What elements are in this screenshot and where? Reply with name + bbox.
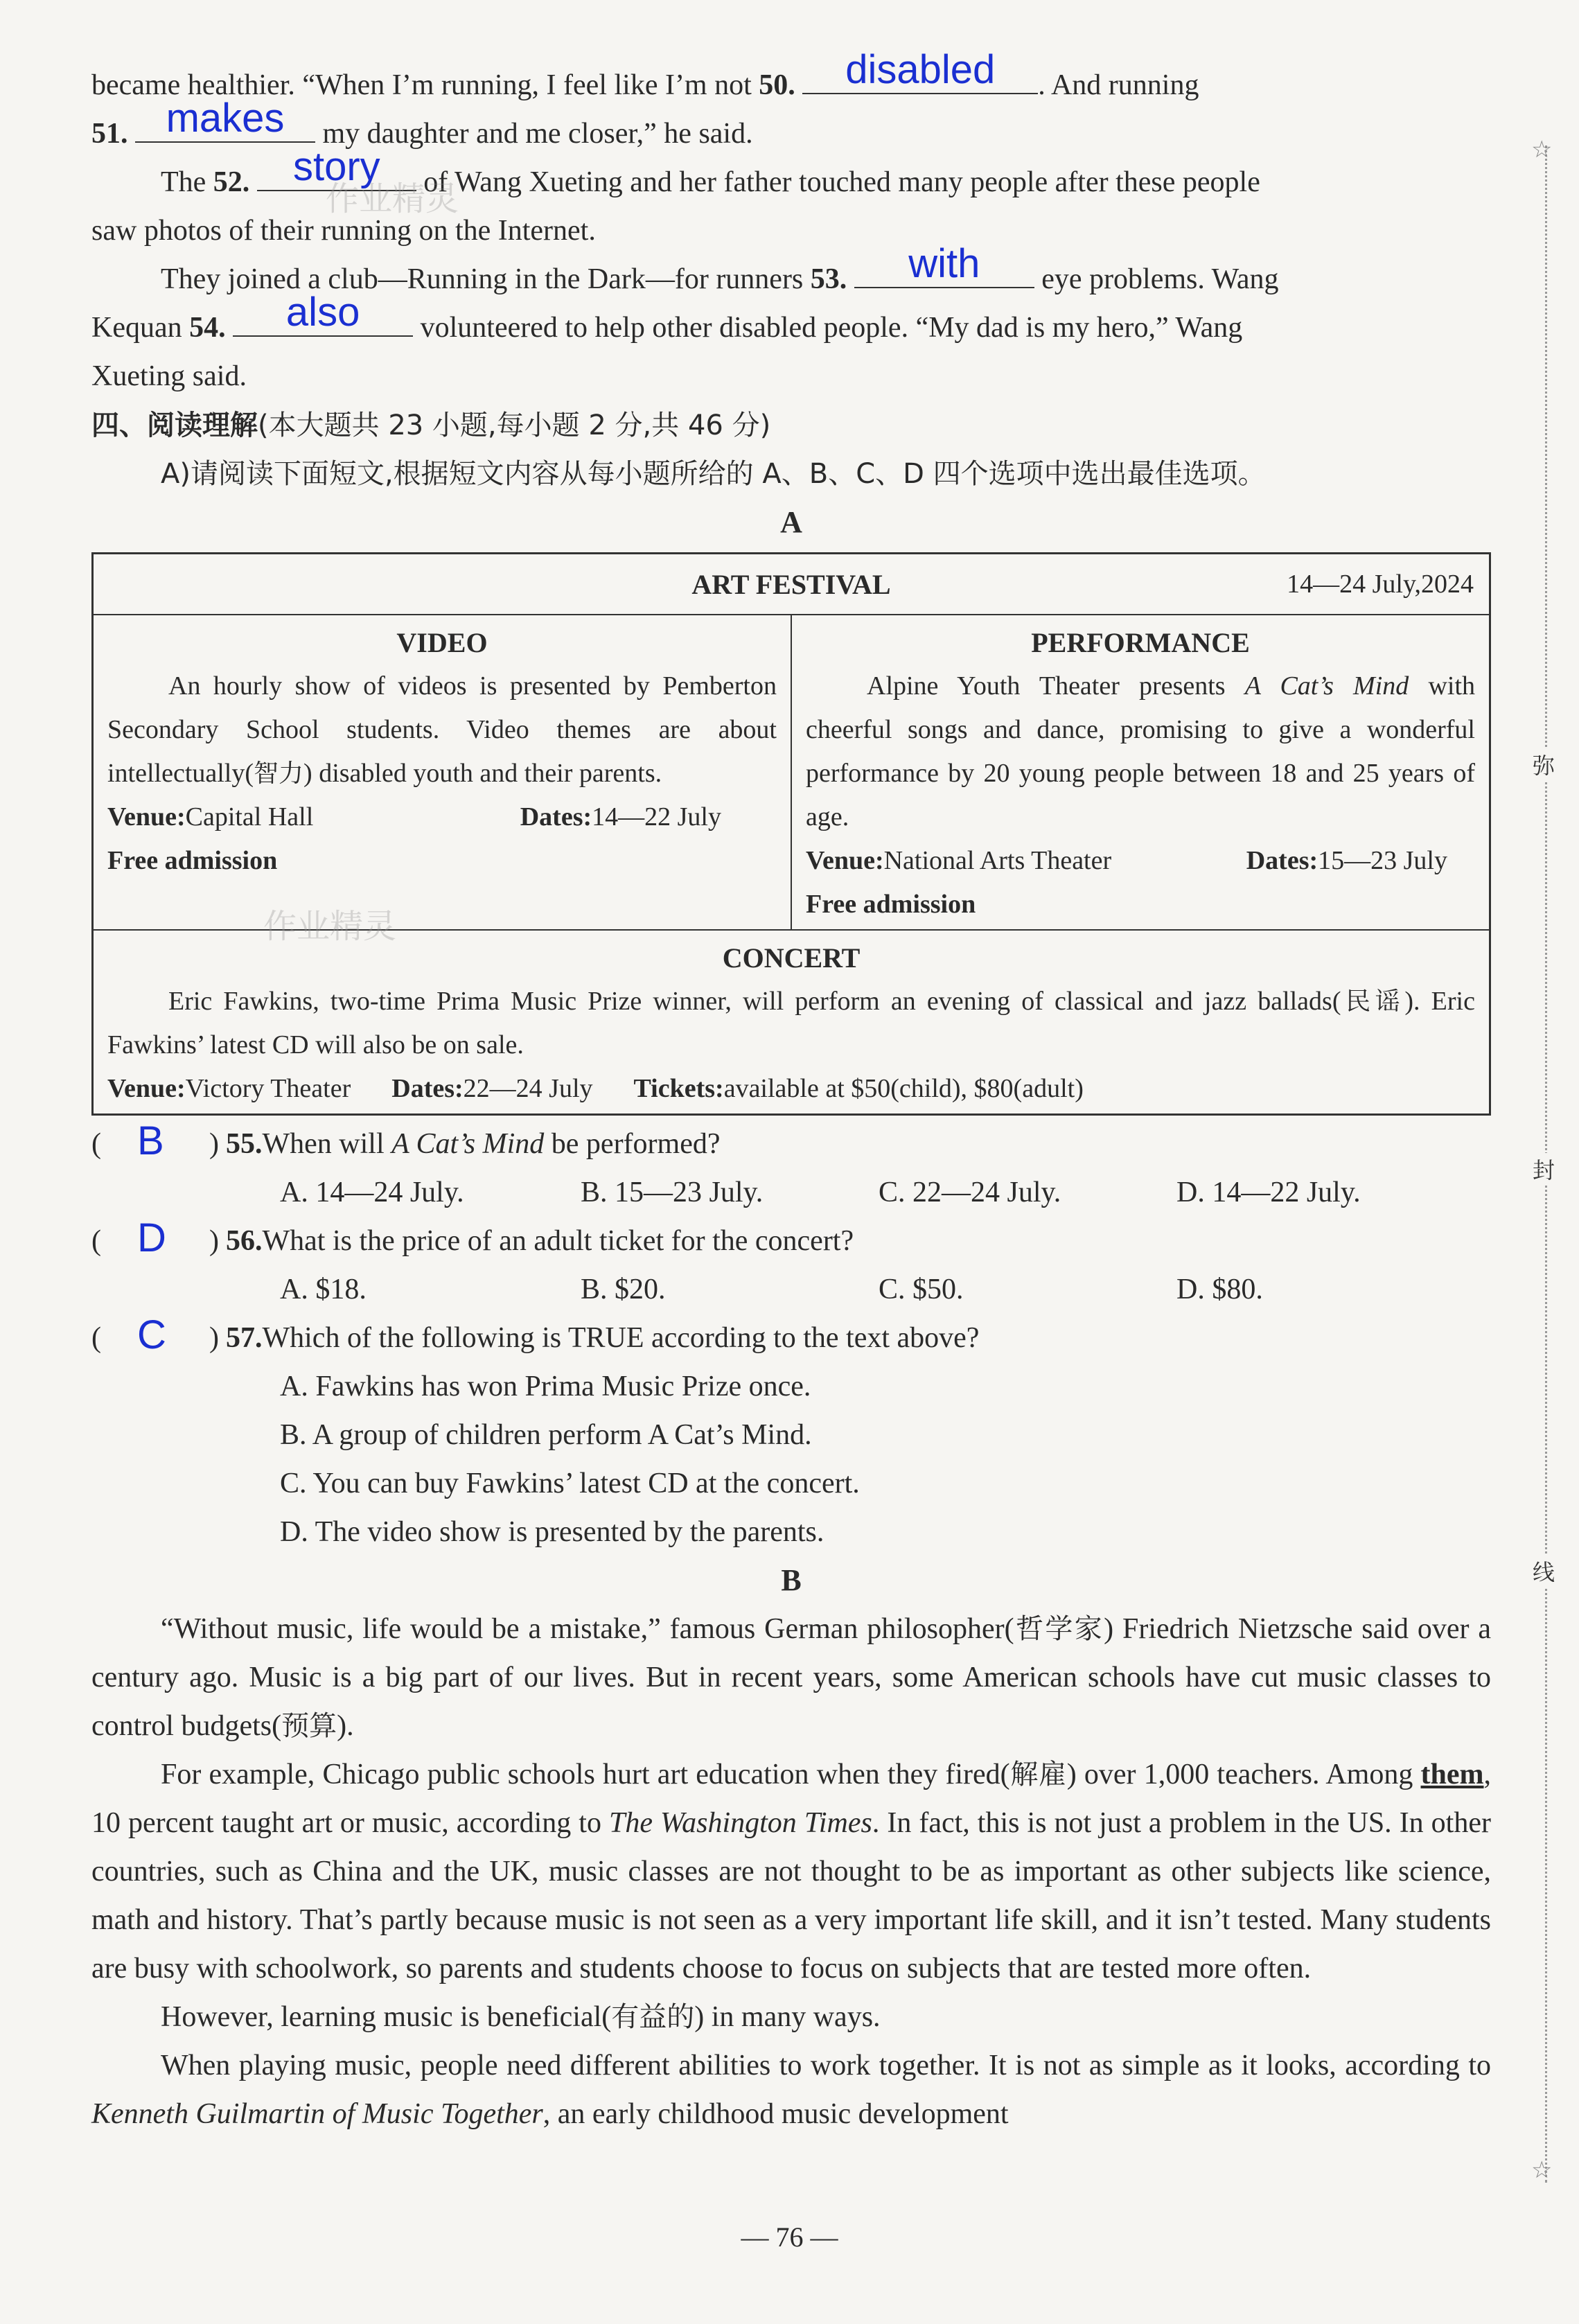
instruction-text: A)请阅读下面短文,根据短文内容从每小题所给的 A、B、C、D 四个选项中选出最佳选项。 (161, 458, 1266, 490)
blank-53[interactable] (854, 241, 1034, 288)
paragraph-cn: 哲学家 (1014, 1613, 1104, 1645)
passage-b-paragraph-3 (91, 1993, 1491, 2041)
blank-51[interactable] (135, 96, 315, 143)
performance-text: with cheerful songs and dance, promising to give a wonderful performance by 20 young people between 18 and 25 years of age. (806, 671, 1476, 831)
options-56 (91, 1265, 1491, 1314)
blank-number-54: 54. (189, 312, 226, 344)
show-title: A Cat’s Mind (1244, 671, 1409, 701)
blank-number-52: 52. (213, 166, 250, 198)
paragraph-text: For example, Chicago public schools hurt art education when they fired( (161, 1759, 1010, 1790)
option-d[interactable]: D. 14—22 July. (1176, 1177, 1361, 1208)
paragraph-text: However, learning music is beneficial( (161, 2001, 612, 2033)
video-text-cn: 智力 (254, 759, 304, 788)
option-c[interactable]: C. You can buy Fawkins’ latest CD at the concert. (280, 1468, 860, 1499)
passage-b-paragraph-2 (91, 1750, 1491, 1993)
cloze-text: saw photos of their running on the Internet. (91, 215, 596, 247)
performance-text: Alpine Youth Theater presents (867, 671, 1245, 701)
question-number: 57. (226, 1322, 263, 1354)
dates-label: Dates: (391, 1074, 464, 1103)
option-a[interactable]: A. Fawkins has won Prima Music Prize once. (280, 1371, 811, 1402)
star-icon: ☆ (1531, 137, 1553, 163)
margin-char: 封 (1533, 1153, 1555, 1185)
concert-title: CONCERT (722, 942, 861, 974)
festival-title: ART FESTIVAL (691, 569, 891, 600)
festival-dates: 14—24 July,2024 (1287, 570, 1474, 599)
cloze-text: of Wang Xueting and her father touched many people after these people (416, 166, 1260, 198)
video-venue-line (107, 795, 777, 839)
cloze-line-3 (91, 144, 1491, 206)
underlined-word: them (1420, 1759, 1484, 1790)
option-d[interactable]: D. The video show is presented by the parents. (280, 1516, 824, 1548)
festival-header (94, 554, 1489, 615)
concert-venue: Victory Theater (185, 1074, 351, 1103)
question-italic: A Cat’s Mind (391, 1128, 545, 1160)
option-c[interactable]: C. $50. (879, 1274, 964, 1305)
festival-table (91, 552, 1491, 1116)
concert-tickets: available at $50(child), $80(adult) (723, 1074, 1084, 1103)
concert-dates: 22—24 July (463, 1074, 593, 1103)
cloze-text: They joined a club—Running in the Dark—for runners (161, 263, 811, 295)
blank-54[interactable] (233, 290, 413, 337)
passage-b-paragraph-4 (91, 2041, 1491, 2138)
performance-venue: National Arts Theater (883, 846, 1112, 875)
option-d[interactable]: D. $80. (1176, 1274, 1263, 1305)
blank-50[interactable] (802, 47, 1038, 94)
option-a[interactable]: A. $18. (280, 1274, 367, 1305)
video-title: VIDEO (396, 627, 488, 658)
option-c[interactable]: C. 22—24 July. (879, 1177, 1061, 1208)
watermark: 作业精灵 (326, 179, 459, 218)
question-text: What is the price of an adult ticket for the concert? (262, 1225, 854, 1257)
question-number: 55. (226, 1128, 263, 1160)
paragraph-text: ) over 1,000 teachers. Among (1066, 1759, 1421, 1790)
concert-cell (94, 931, 1489, 1113)
paragraph-text: , an early childhood music development (542, 2098, 1009, 2130)
star-icon: ☆ (1531, 2158, 1553, 2183)
cloze-line-6 (91, 290, 1491, 352)
paragraph-text: , 10 percent taught art or music, according to (91, 1759, 1492, 1839)
answer-52: story (292, 144, 380, 189)
cloze-line-4 (91, 206, 1491, 255)
dates-label: Dates: (520, 802, 592, 831)
paragraph-cn: 有益的 (611, 2001, 695, 2033)
blank-number-51: 51. (91, 118, 128, 150)
video-text: An hourly show of videos is presented by Pemberton Secondary School students. Video themes are about intellectually( (107, 671, 777, 788)
blank-number-53: 53. (810, 263, 847, 295)
answer-55[interactable]: B (137, 1118, 164, 1163)
answer-57[interactable]: C (137, 1312, 166, 1357)
questions (91, 1120, 1491, 1556)
paragraph-cn: 解雇 (1009, 1759, 1067, 1790)
video-cell (94, 615, 791, 929)
source-title: The Washington Times (608, 1807, 872, 1839)
option-b[interactable]: B. 15—23 July. (581, 1177, 764, 1208)
option-b[interactable]: B. A group of children perform A Cat’s Mind. (280, 1419, 812, 1451)
page-content (91, 47, 1492, 2138)
question-text: Which of the following is TRUE according to the text above? (262, 1322, 980, 1354)
cloze-text: . And running (1038, 69, 1199, 101)
answer-50: disabled (845, 47, 996, 92)
answer-53: with (908, 241, 980, 286)
section-note: (本大题共 23 小题,每小题 2 分,共 46 分) (258, 410, 771, 441)
margin-char: 线 (1533, 1555, 1555, 1587)
cloze-text: eye problems. Wang (1034, 263, 1279, 295)
options-55 (91, 1168, 1491, 1217)
section-heading (91, 400, 1491, 450)
cloze-line-7 (91, 352, 1491, 400)
performance-cell (791, 615, 1489, 929)
video-description (107, 664, 777, 795)
answer-56[interactable]: D (137, 1215, 166, 1260)
source-title: Kenneth Guilmartin of Music Together (91, 2098, 543, 2130)
venue-label: Venue: (806, 846, 884, 875)
paragraph-text: ). (337, 1710, 354, 1742)
paragraph-text: When playing music, people need different abilities to work together. It is not as simple as it looks, according to (161, 2050, 1491, 2081)
paragraph-text: . In fact, this is not just a problem in the US. In other countries, such as China and the UK, music classes are not thought to be as important as other subjects like science, math and history. That’s partly because music is not seen as a very important life skill, and it isn’t tested. Many students are busy with schoolwork, so parents and students choose to focus on subjects that are tested more often. (91, 1807, 1491, 1984)
instruction (91, 450, 1491, 498)
cloze-text: my daughter and me closer,” he said. (315, 118, 753, 150)
concert-text: ). Eric Fawkins’ latest CD will also be on sale. (107, 987, 1475, 1059)
video-venue: Capital Hall (185, 802, 314, 831)
concert-info-line (107, 1067, 1475, 1111)
paragraph-text: ) in many ways. (694, 2001, 881, 2033)
section-title: 四、阅读理解 (91, 410, 258, 441)
cloze-text: The (161, 166, 213, 198)
margin-char: 弥 (1533, 748, 1555, 780)
paragraph-cn: 预算 (281, 1710, 337, 1742)
question-text: When will (262, 1128, 392, 1160)
concert-text: Eric Fawkins, two-time Prima Music Prize winner, will perform an evening of classical and jazz ballads( (168, 987, 1341, 1016)
passage-b-label: B (781, 1563, 802, 1597)
cloze-text: Xueting said. (91, 360, 247, 392)
performance-description (806, 664, 1475, 839)
answer-51: makes (166, 96, 285, 141)
concert-description (107, 980, 1475, 1067)
question-55: ( B ) 55.When will A Cat’s Mind be performed? (91, 1120, 1491, 1168)
paragraph-text: ) Friedrich Nietzsche said over a century ago. Music is a big part of our lives. But in recent years, some American schools have cut music classes to control budgets( (91, 1613, 1491, 1742)
video-admission: Free admission (107, 846, 278, 875)
watermark: 作业精灵 (263, 907, 397, 946)
performance-title: PERFORMANCE (1031, 627, 1250, 658)
video-dates: 14—22 July (592, 802, 721, 831)
question-56: ( D ) 56.What is the price of an adult ticket for the concert? (91, 1217, 1491, 1265)
festival-row-1 (94, 615, 1489, 931)
tickets-label: Tickets: (633, 1074, 724, 1103)
option-a[interactable]: A. 14—24 July. (280, 1177, 464, 1208)
performance-venue-line (806, 839, 1475, 883)
cloze-text: volunteered to help other disabled people. “My dad is my hero,” Wang (413, 312, 1243, 344)
passage-a-label: A (780, 505, 802, 539)
dates-label: Dates: (1246, 846, 1318, 875)
cloze-text: Kequan (91, 312, 190, 344)
question-text: be performed? (544, 1128, 721, 1160)
performance-admission: Free admission (806, 890, 976, 919)
venue-label: Venue: (107, 1074, 186, 1103)
performance-dates: 15—23 July (1318, 846, 1447, 875)
paragraph-text: “Without music, life would be a mistake,” famous German philosopher( (161, 1613, 1014, 1645)
option-b[interactable]: B. $20. (581, 1274, 666, 1305)
video-text: ) disabled youth and their parents. (303, 759, 662, 788)
question-number: 56. (226, 1225, 263, 1257)
venue-label: Venue: (107, 802, 186, 831)
question-57: ( C ) 57.Which of the following is TRUE according to the text above? (91, 1314, 1491, 1362)
page-number: — 76 — (741, 2221, 838, 2253)
cloze-text: became healthier. “When I’m running, I feel like I’m not (91, 69, 759, 101)
concert-text-cn: 民谣 (1341, 987, 1405, 1016)
answer-54: also (285, 290, 360, 335)
passage-b-paragraph-1 (91, 1605, 1491, 1750)
blank-number-50: 50. (759, 69, 795, 101)
